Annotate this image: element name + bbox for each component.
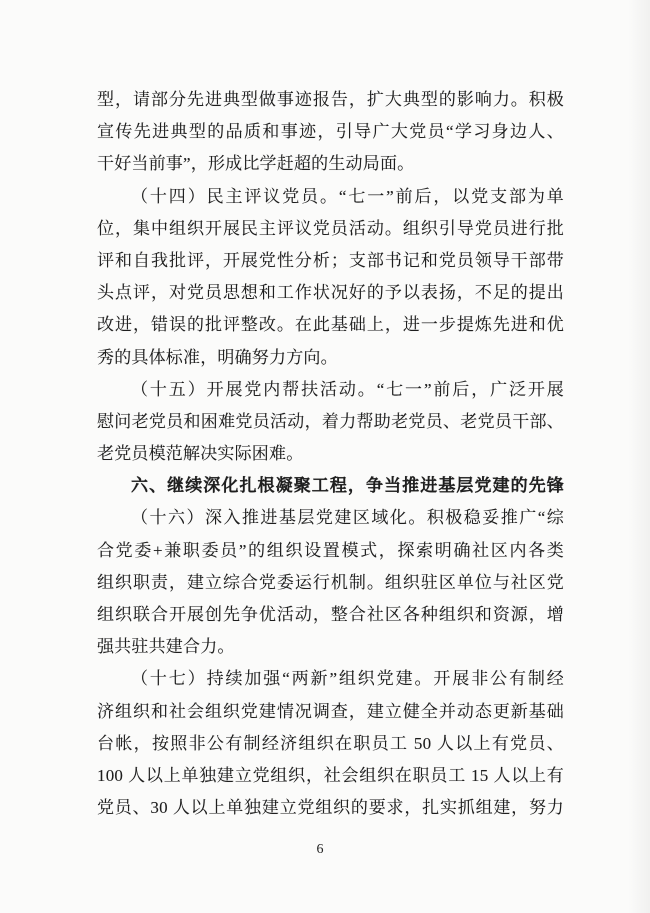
text-line: （十六）深入推进基层党建区域化。积极稳妥推广“综 bbox=[131, 508, 564, 528]
text-line: （十四）民主评议党员。“七一”前后，以党支部为单 bbox=[131, 186, 564, 206]
text-line: 合党委+兼职委员”的组织设置模式，探索明确社区内各类 bbox=[97, 540, 564, 560]
text-line: 强共驻共建合力。 bbox=[97, 637, 235, 657]
text-line: 组织联合开展创先争优活动，整合社区各种组织和资源，增 bbox=[97, 605, 564, 624]
text-line: （十五）开展党内帮扶活动。“七一”前后，广泛开展 bbox=[131, 379, 564, 399]
text-line: 改进，错误的批评整改。在此基础上，进一步提炼先进和优 bbox=[97, 315, 564, 335]
text-line: 慰问老党员和困难党员活动，着力帮助老党员、老党员干部、 bbox=[97, 411, 564, 431]
text-line: 台帐，按照非公有制经济组织在职员工 50 人以上有党员、 bbox=[97, 733, 564, 753]
text-line: 100 人以上单独建立党组织，社会组织在职员工 15 人以上有 bbox=[97, 765, 564, 785]
text-line: （十七）持续加强“两新”组织党建。开展非公有制经 bbox=[131, 669, 564, 689]
scan-edge-shading bbox=[628, 0, 650, 913]
page-number: 6 bbox=[316, 842, 324, 857]
text-line: 组织职责，建立综合党委运行机制。组织驻区单位与社区党 bbox=[97, 572, 564, 592]
text-line: 干好当前事”，形成比学赶超的生动局面。 bbox=[97, 154, 415, 174]
text-line: 党员、30 人以上单独建立党组织的要求，扎实抓组建，努力 bbox=[97, 798, 564, 818]
text-line: 评和自我批评，开展党性分析；支部书记和党员领导干部带 bbox=[97, 250, 564, 270]
text-line: 宣传先进典型的品质和事迹，引导广大党员“学习身边人、 bbox=[97, 122, 564, 142]
text-line: 头点评，对党员思想和工作状况好的予以表扬，不足的提出 bbox=[97, 283, 564, 303]
section-heading: 六、继续深化扎根凝聚工程，争当推进基层党建的先锋 bbox=[131, 476, 564, 496]
text-line: 济组织和社会组织党建情况调查，建立健全并动态更新基础 bbox=[97, 701, 564, 721]
document-text-block bbox=[97, 84, 564, 824]
text-line: 型，请部分先进典型做事迹报告，扩大典型的影响力。积极 bbox=[97, 90, 564, 109]
text-line: 秀的具体标准，明确努力方向。 bbox=[97, 347, 338, 367]
text-line: 位，集中组织开展民主评议党员活动。组织引导党员进行批 bbox=[97, 218, 564, 238]
text-line: 老党员模范解决实际困难。 bbox=[97, 444, 304, 464]
